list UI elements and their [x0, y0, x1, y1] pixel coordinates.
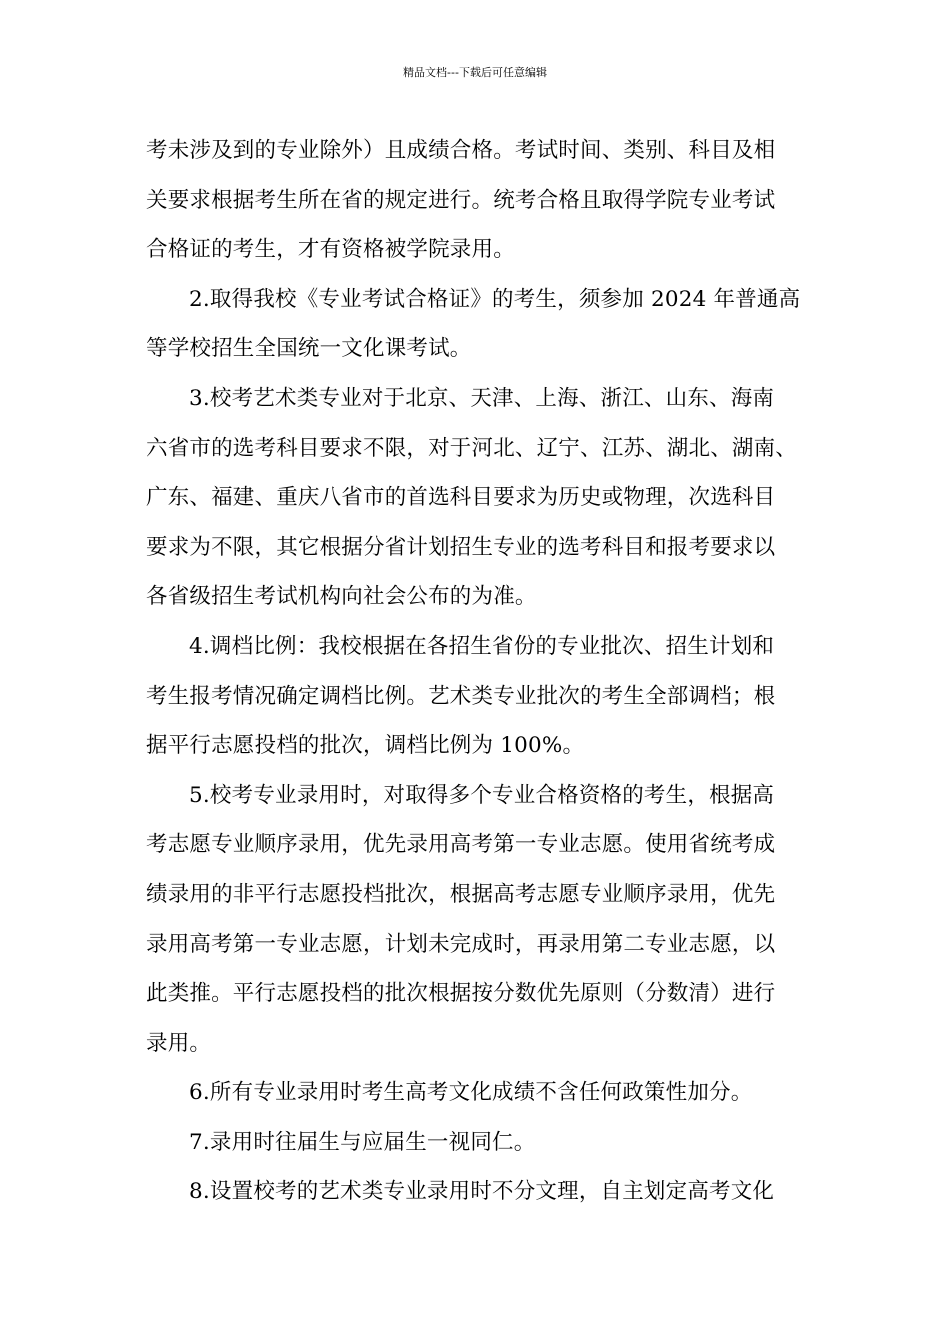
text-line: 7.录用时往届生与应届生一视同仁。	[189, 1129, 536, 1155]
text-line: 关要求根据考生所在省的规定进行。统考合格且取得学院专业考试	[146, 187, 776, 213]
text-line: 六省市的选考科目要求不限，对于河北、辽宁、江苏、湖北、湖南、	[146, 435, 798, 461]
text-line: 等学校招生全国统一文化课考试。	[146, 336, 472, 362]
text-line: 4.调档比例：我校根据在各招生省份的专业批次、招生计划和	[189, 633, 775, 659]
text-line: 2.取得我校《专业考试合格证》的考生，须参加 2024 年普通高	[189, 286, 801, 312]
text-line: 各省级招生考试机构向社会公布的为准。	[146, 584, 537, 610]
text-line: 考志愿专业顺序录用，优先录用高考第一专业志愿。使用省统考成	[146, 832, 776, 858]
text-line: 绩录用的非平行志愿投档批次，根据高考志愿专业顺序录用，优先	[146, 881, 776, 907]
document-body	[146, 126, 826, 1217]
text-line: 8.设置校考的艺术类专业录用时不分文理，自主划定高考文化	[189, 1179, 775, 1205]
text-line: 3.校考艺术类专业对于北京、天津、上海、浙江、山东、海南	[189, 385, 775, 411]
text-line: 6.所有专业录用时考生高考文化成绩不含任何政策性加分。	[189, 1080, 753, 1106]
text-line: 考未涉及到的专业除外）且成绩合格。考试时间、类别、科目及相	[146, 138, 776, 163]
text-line: 广东、福建、重庆八省市的首选科目要求为历史或物理，次选科目	[146, 485, 776, 511]
text-line: 据平行志愿投档的批次，调档比例为 100%。	[146, 733, 585, 759]
text-line: 要求为不限，其它根据分省计划招生专业的选考科目和报考要求以	[146, 534, 776, 560]
text-line: 录用高考第一专业志愿，计划未完成时，再录用第二专业志愿，以	[146, 931, 776, 957]
text-line: 合格证的考生，才有资格被学院录用。	[146, 237, 515, 263]
text-line: 录用。	[146, 1030, 212, 1056]
text-line: 考生报考情况确定调档比例。艺术类专业批次的考生全部调档；根	[146, 683, 776, 709]
text-line: 此类推。平行志愿投档的批次根据按分数优先原则（分数清）进行	[146, 981, 776, 1007]
page-header: 精品文档---下载后可任意编辑	[403, 66, 547, 79]
text-line: 5.校考专业录用时，对取得多个专业合格资格的考生，根据高	[189, 782, 775, 808]
